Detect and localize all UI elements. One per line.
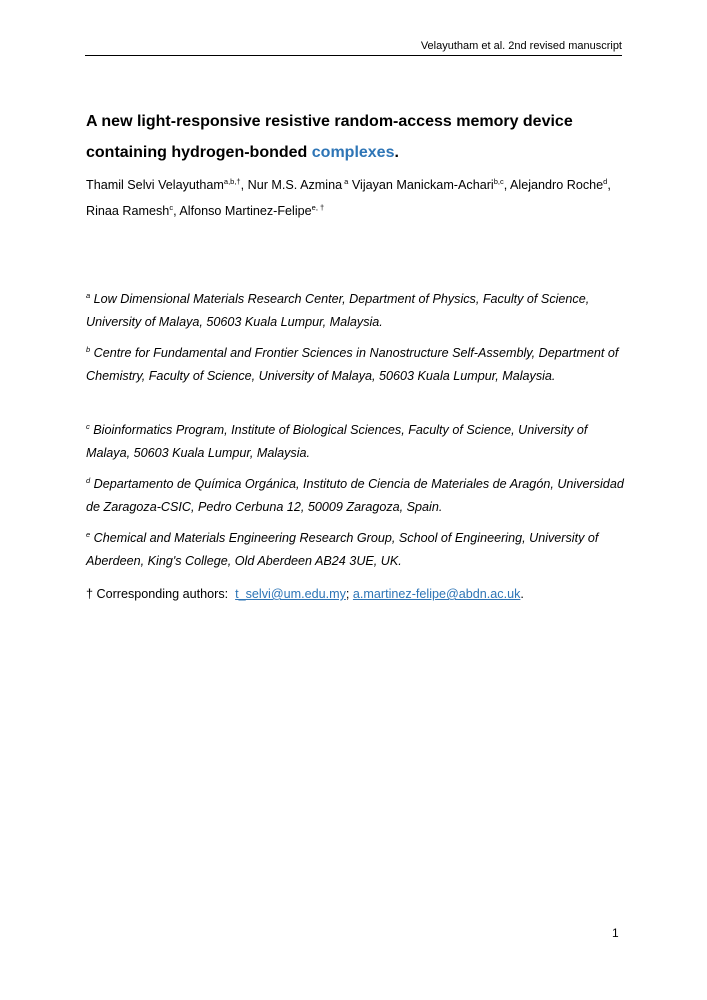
author-name: Thamil Selvi Velayutham	[86, 178, 224, 192]
title-highlight: complexes	[311, 144, 395, 161]
author-separator: ,	[607, 178, 611, 192]
author-name: Alfonso Martinez-Felipe	[179, 204, 312, 218]
affiliation-label: b	[86, 344, 91, 354]
author-name: Nur M.S. Azmina	[247, 178, 343, 192]
author-separator: ,	[240, 178, 248, 192]
affiliation-text: Departamento de Química Orgánica, Instituto de Ciencia de Materiales de Aragón, Universidad de Zaragoza-CSIC, Pedro Cerbuna 12, 50009 Zaragoza, Spain.	[86, 477, 624, 514]
corresponding-authors	[86, 583, 626, 605]
paper-title	[86, 106, 626, 168]
affiliation-d	[86, 473, 626, 518]
author-superscript: d	[603, 176, 608, 186]
author-separator: ,	[503, 178, 511, 192]
author-superscript: c	[169, 202, 174, 212]
author-superscript: a,b,†	[223, 176, 241, 186]
email-link-selvi[interactable]: t_selvi@um.edu.my	[235, 587, 346, 601]
author-superscript: a	[342, 176, 349, 186]
affiliation-label: a	[86, 290, 91, 300]
author-name: Alejandro Roche	[510, 178, 604, 192]
affiliation-text: Bioinformatics Program, Institute of Biological Sciences, Faculty of Science, University of Malaya, 50603 Kuala Lumpur, Malaysia.	[86, 423, 588, 460]
affiliation-b	[86, 342, 626, 387]
author-name: Rinaa Ramesh	[86, 204, 170, 218]
affiliation-label: d	[86, 475, 91, 485]
corresponding-label: † Corresponding authors:	[86, 587, 229, 601]
running-header	[85, 40, 622, 56]
affiliation-a	[86, 288, 626, 333]
title-text: A new light-responsive resistive random-access memory device containing hydrogen-bonded	[86, 113, 573, 161]
affiliation-label: c	[86, 421, 90, 431]
affiliation-c	[86, 419, 626, 464]
email-link-martinez[interactable]: a.martinez-felipe@abdn.ac.uk	[352, 587, 521, 601]
page-number: 1	[612, 926, 619, 940]
author-superscript: e, †	[311, 202, 325, 212]
author-name: Vijayan Manickam-Achari	[351, 178, 494, 192]
affiliation-text: Centre for Fundamental and Frontier Sciences in Nanostructure Self-Assembly, Department of Chemistry, Faculty of Science, University of Malaya, 50603 Kuala Lumpur, Malaysia.	[86, 346, 619, 383]
author-separator: ,	[173, 204, 180, 218]
running-head-text: Velayutham et al. 2nd revised manuscript	[420, 40, 622, 52]
affiliation-e	[86, 527, 626, 572]
corresponding-end: .	[520, 587, 524, 601]
affiliation-text: Chemical and Materials Engineering Research Group, School of Engineering, University of Aberdeen, King's College, Old Aberdeen AB24 3UE, UK.	[86, 531, 599, 568]
affiliation-text: Low Dimensional Materials Research Center, Department of Physics, Faculty of Science, University of Malaya, 50603 Kuala Lumpur, Malaysia.	[86, 292, 590, 329]
title-end: .	[394, 144, 399, 161]
affiliation-label: e	[86, 529, 91, 539]
author-list	[86, 172, 626, 224]
author-superscript: b,c	[493, 176, 504, 186]
email-separator: ;	[345, 587, 353, 601]
